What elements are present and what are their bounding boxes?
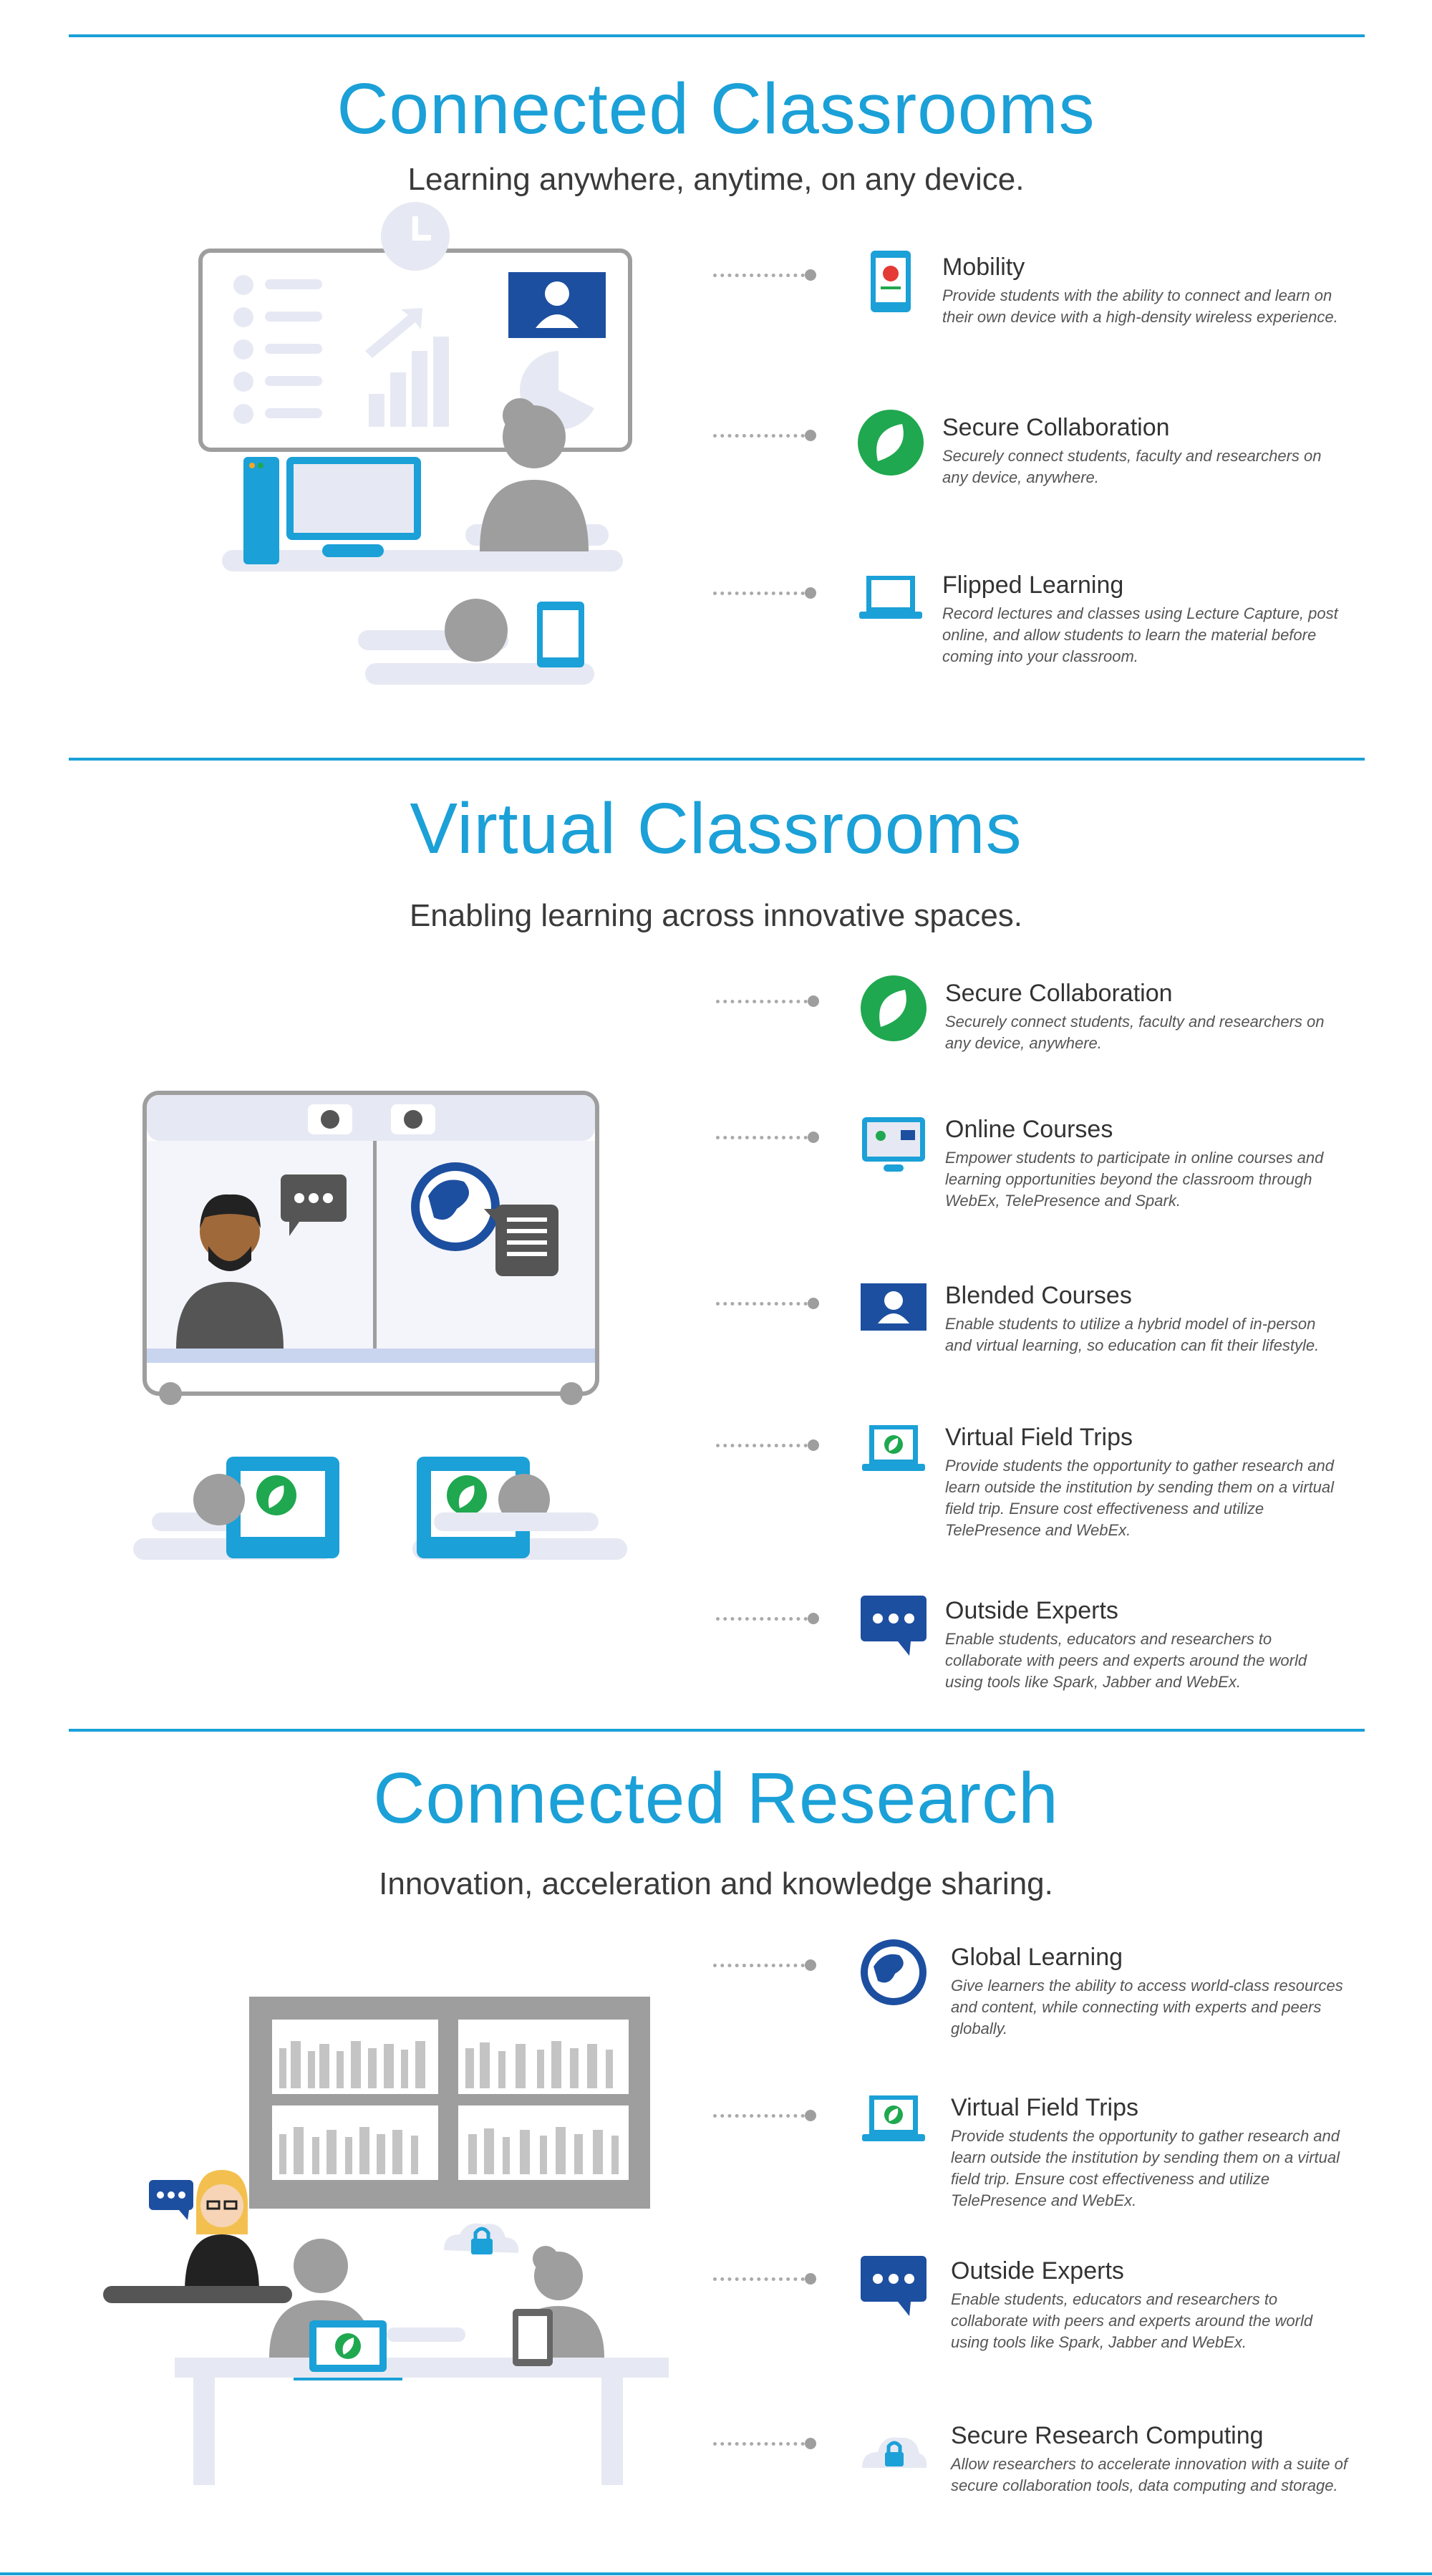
connector-line [716, 1136, 815, 1144]
collaboration-icon [856, 408, 925, 477]
laptop-collab-icon [859, 2088, 928, 2157]
cloud-lock-icon [859, 2416, 928, 2485]
section-subtitle: Innovation, acceleration and knowledge sharing. [379, 1866, 1053, 1901]
laptop-icon [856, 566, 925, 635]
connector-line [713, 2277, 812, 2285]
feature-name: Flipped Learning [942, 571, 1124, 599]
feature-description: Enable students, educators and researchers to collaborate with peers and experts around the world using tools like Spark, Jabber and WebEx. [951, 2290, 1313, 2351]
connector-dot [808, 1298, 819, 1309]
tablet-icon [856, 248, 925, 317]
feature-description: Empower students to participate in online courses and learning opportunities beyond the classroom through WebEx, TelePresence and Spark. [945, 1149, 1324, 1210]
chat-icon [859, 1591, 928, 1660]
feature-secure-research-computing [713, 2422, 1358, 2570]
connector-dot [805, 2438, 816, 2449]
connector-line [713, 2442, 812, 2450]
feature-description: Record lectures and classes using Lecture Capture, post online, and allow students to learn the material before coming into your classroom. [942, 604, 1338, 665]
feature-name: Outside Experts [951, 2257, 1124, 2285]
section-subtitle: Learning anywhere, anytime, on any device. [407, 162, 1025, 197]
feature-name: Secure Collaboration [942, 414, 1170, 441]
feature-description: Give learners the ability to access world-class resources and content, while connecting with experts and peers globally. [951, 1977, 1343, 2037]
connector-dot [805, 1959, 816, 1971]
connector-dot [805, 2110, 816, 2121]
feature-virtual-field-trips [713, 2094, 1358, 2242]
collaboration-icon [859, 974, 928, 1043]
feature-flipped-learning [713, 571, 1358, 719]
feature-secure-collaboration [713, 414, 1358, 561]
feature-description: Securely connect students, faculty and researchers on any device, anywhere. [945, 1013, 1325, 1052]
divider [69, 34, 1365, 37]
feature-outside-experts [713, 2257, 1358, 2405]
connected-research-illustration [100, 1991, 673, 2492]
connector-dot [805, 430, 816, 441]
connector-dot [805, 2273, 816, 2285]
divider [69, 758, 1365, 761]
feature-name: Secure Research Computing [951, 2422, 1264, 2449]
connector-dot [808, 1439, 819, 1451]
person-icon [859, 1276, 928, 1345]
connector-dot [805, 269, 816, 281]
connector-dot [808, 995, 819, 1007]
connector-dot [808, 1613, 819, 1624]
feature-name: Blended Courses [945, 1282, 1132, 1309]
section-title-connected-classrooms: Connected Classrooms [337, 69, 1095, 149]
chat-icon [859, 2252, 928, 2320]
feature-description: Enable students to utilize a hybrid model of in-person and virtual learning, so education can fit their lifestyle. [945, 1315, 1320, 1354]
section-title-virtual-classrooms: Virtual Classrooms [410, 788, 1022, 869]
feature-blended-courses [716, 1282, 1360, 1429]
connector-line [716, 1617, 815, 1625]
feature-description: Securely connect students, faculty and researchers on any device, anywhere. [942, 447, 1322, 486]
connector-line [716, 1444, 815, 1452]
connector-dot [805, 587, 816, 599]
feature-description: Enable students, educators and researchers to collaborate with peers and experts around the world using tools like Spark, Jabber and WebEx. [945, 1630, 1307, 1691]
divider [69, 1729, 1365, 1732]
feature-name: Mobility [942, 254, 1025, 281]
laptop-collab-icon [859, 1418, 928, 1487]
virtual-classroom-illustration [133, 1089, 649, 1576]
feature-global-learning [713, 1944, 1358, 2091]
feature-description: Provide students the opportunity to gather research and learn outside the institution by sending them on a virtual field trip. Ensure cost effectiveness and utilize TelePresence and WebEx. [945, 1457, 1335, 1539]
feature-name: Virtual Field Trips [945, 1424, 1133, 1451]
connector-line [713, 1964, 812, 1972]
connector-line [713, 434, 812, 442]
feature-name: Secure Collaboration [945, 980, 1173, 1007]
feature-mobility [713, 254, 1358, 401]
connector-line [713, 274, 812, 281]
feature-name: Global Learning [951, 1944, 1123, 1971]
feature-name: Online Courses [945, 1116, 1113, 1143]
section-subtitle: Enabling learning across innovative spaces. [409, 898, 1023, 933]
feature-secure-collaboration [716, 980, 1360, 1127]
connector-line [716, 1000, 815, 1008]
connector-line [716, 1302, 815, 1310]
monitor-icon [859, 1110, 928, 1179]
connector-line [713, 592, 812, 599]
connected-classroom-illustration [193, 201, 652, 702]
feature-virtual-field-trips [716, 1424, 1360, 1571]
feature-description: Provide students the opportunity to gather research and learn outside the institution by sending them on a virtual field trip. Ensure cost effectiveness and utilize TelePresence and WebEx. [951, 2127, 1340, 2209]
connector-line [713, 2114, 812, 2122]
feature-outside-experts [716, 1597, 1360, 1745]
feature-description: Provide students with the ability to connect and learn on their own device with a high-density wireless experience. [942, 286, 1338, 326]
feature-name: Virtual Field Trips [951, 2094, 1139, 2121]
feature-name: Outside Experts [945, 1597, 1118, 1624]
section-title-connected-research: Connected Research [373, 1758, 1059, 1838]
connector-dot [808, 1132, 819, 1143]
feature-online-courses [716, 1116, 1360, 1263]
feature-description: Allow researchers to accelerate innovation with a suite of secure collaboration tools, data computing and storage. [951, 2455, 1348, 2494]
globe-icon [859, 1938, 928, 2007]
footer-divider [0, 2572, 1432, 2575]
